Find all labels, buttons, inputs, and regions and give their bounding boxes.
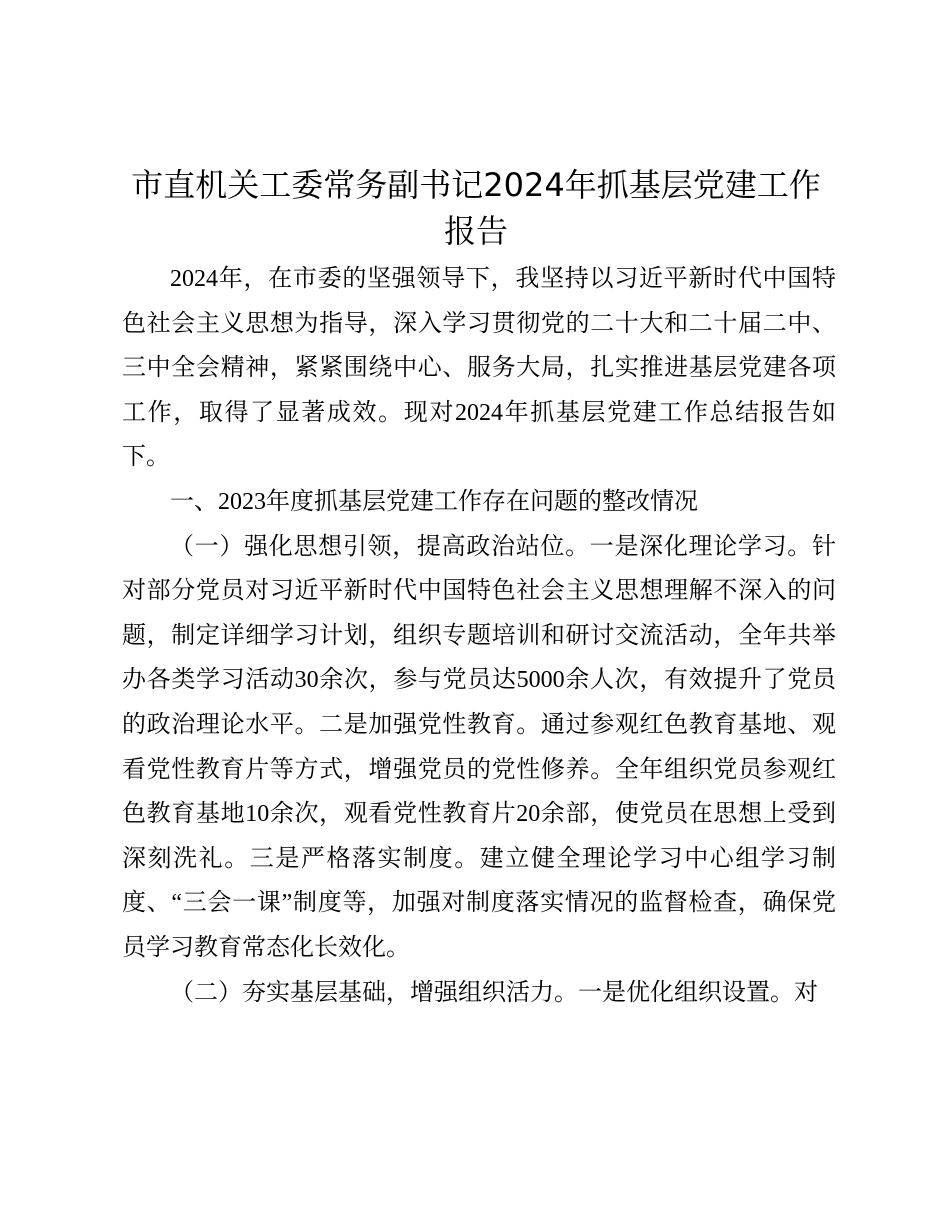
document-body xyxy=(122,257,836,1015)
subsection-paragraph-2: （二）夯实基层基础，增强组织活力。一是优化组织设置。对 xyxy=(170,979,818,1006)
intro-paragraph: 2024年，在市委的坚强领导下，我坚持以习近平新时代中国特色社会主义思想为指导，深入学习贯彻党的二十大和二十届二中、三中全会精神，紧紧围绕中心、服务大局，扎实推进基层党建各项工作，取得了显著成效。现对2024年抓基层党建工作总结报告如下。 xyxy=(122,266,836,471)
subsection-paragraph-1: （一）强化思想引领，提高政治站位。一是深化理论学习。针对部分党员对习近平新时代中国特色社会主义思想理解不深入的问题，制定详细学习计划，组织专题培训和研讨交流活动，全年共举办各类学习活动30余次，参与党员达5000余人次，有效提升了党员的政治理论水平。二是加强党性教育。通过参观红色教育基地、观看党性教育片等方式，增强党员的党性修养。全年组织党员参观红色教育基地10余次，观看党性教育片20余部，使党员在思想上受到深刻洗礼。三是严格落实制度。建立健全理论学习中心组学习制度、“三会一课”制度等，加强对制度落实情况的监督检查，确保党员学习教育常态化长效化。 xyxy=(122,533,836,961)
document-title: 市直机关工委常务副书记2024年抓基层党建工作报告 xyxy=(131,166,821,250)
section-heading-1: 一、2023年度抓基层党建工作存在问题的整改情况 xyxy=(170,488,698,515)
